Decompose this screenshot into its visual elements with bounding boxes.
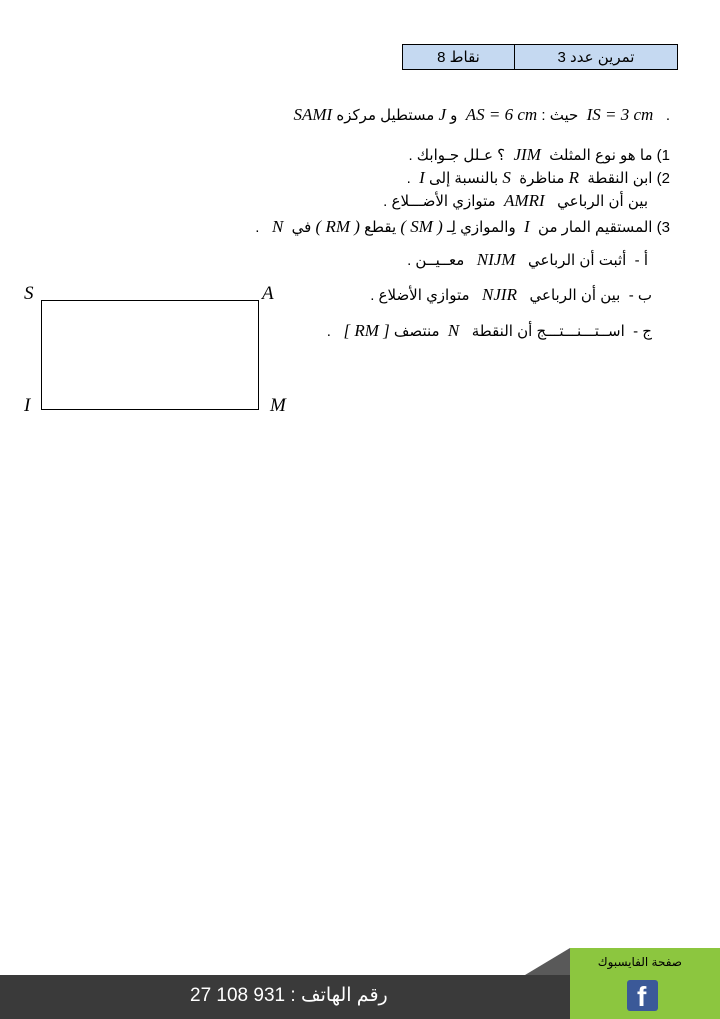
question-3c bbox=[327, 321, 652, 342]
rectangle-figure bbox=[41, 300, 259, 410]
intro-end: . bbox=[665, 107, 670, 124]
q2-text-2: مناظرة bbox=[519, 170, 565, 187]
segment-rm: [ RM ] bbox=[343, 321, 390, 340]
point-n-q3c: N bbox=[447, 321, 460, 340]
q2-text-5: بين أن الرباعي bbox=[557, 193, 648, 210]
eq-is: IS = 3 cm bbox=[586, 105, 654, 124]
q3-text-2: والموازي لِـ bbox=[447, 219, 516, 236]
line-rm: ( RM ) bbox=[315, 217, 360, 236]
facebook-icon[interactable] bbox=[627, 980, 658, 1011]
q1-text-2: ؟ عـلل جـوابك . bbox=[408, 147, 506, 164]
q3-text-3: يقطع bbox=[364, 219, 397, 236]
vertex-a-label: A bbox=[262, 283, 274, 304]
quad-amri: AMRI bbox=[504, 191, 545, 210]
point-s: S bbox=[502, 168, 511, 187]
vertex-i-label: I bbox=[24, 395, 31, 416]
point-i-q3: I bbox=[524, 217, 530, 236]
q3-text-5: . bbox=[255, 219, 260, 236]
intro-text-1: مستطيل مركزه bbox=[336, 107, 435, 124]
q3c-text-1: اســتـــنـــتـــج أن النقطة bbox=[471, 323, 625, 340]
question-2-line-2 bbox=[383, 191, 648, 212]
phone-number: رقم الهاتف : 931 108 27 bbox=[190, 985, 388, 1006]
q3a-label: أ - bbox=[634, 252, 648, 269]
q3b-text-2: متوازي الأضلاع . bbox=[370, 287, 470, 304]
question-3 bbox=[255, 217, 670, 238]
q3c-label: ج - bbox=[633, 323, 652, 340]
exercise-number-cell: تمرين عدد 3 bbox=[557, 49, 635, 66]
rect-name: SAMI bbox=[293, 105, 333, 124]
q2-text-1: ابن النقطة bbox=[587, 170, 653, 187]
line-sm: ( SM ) bbox=[400, 217, 443, 236]
intro-line bbox=[294, 105, 671, 126]
footer-triangle bbox=[525, 948, 570, 975]
q2-text-6: متوازي الأضـــلاع . bbox=[383, 193, 496, 210]
q2-text-3: بالنسبة إلى bbox=[429, 170, 499, 187]
points-cell: 8 نقاط bbox=[403, 45, 515, 69]
facebook-glyph: f bbox=[637, 981, 647, 1012]
q2-text-4: . bbox=[406, 170, 411, 187]
center-point: J bbox=[438, 105, 446, 124]
q3-text-1: المستقيم المار من bbox=[538, 219, 653, 236]
question-3b bbox=[370, 285, 652, 306]
question-2 bbox=[407, 168, 670, 189]
question-1 bbox=[408, 145, 670, 166]
q3c-text-3: . bbox=[326, 323, 331, 340]
quad-njir: NJIR bbox=[482, 285, 517, 304]
intro-text-2: حيث : bbox=[541, 107, 579, 124]
point-n: N bbox=[271, 217, 284, 236]
q1-text-1: ما هو نوع المثلث bbox=[549, 147, 653, 164]
vertex-m-label: M bbox=[270, 395, 286, 416]
vertex-s-label: S bbox=[24, 283, 34, 304]
q3b-text-1: بين أن الرباعي bbox=[529, 287, 621, 304]
q3a-text-2: معــيــن . bbox=[407, 252, 465, 269]
question-3a bbox=[407, 250, 648, 271]
point-r: R bbox=[568, 168, 579, 187]
q3c-text-2: منتصف bbox=[393, 323, 440, 340]
point-i: I bbox=[419, 168, 425, 187]
q3a-text-1: أثبت أن الرباعي bbox=[527, 252, 627, 269]
triangle-name: JIM bbox=[513, 145, 541, 164]
quad-nijm: NIJM bbox=[476, 250, 516, 269]
eq-as: AS = 6 cm bbox=[465, 105, 538, 124]
q3-number: 3) bbox=[656, 219, 670, 236]
q3-text-4: في bbox=[291, 219, 312, 236]
intro-and: و bbox=[450, 107, 458, 124]
facebook-label: صفحة الفايسبوك bbox=[597, 955, 682, 969]
q3b-label: ب - bbox=[628, 287, 652, 304]
q1-number: 1) bbox=[656, 147, 670, 164]
q2-number: 2) bbox=[656, 170, 670, 187]
exercise-header-table bbox=[402, 44, 678, 70]
